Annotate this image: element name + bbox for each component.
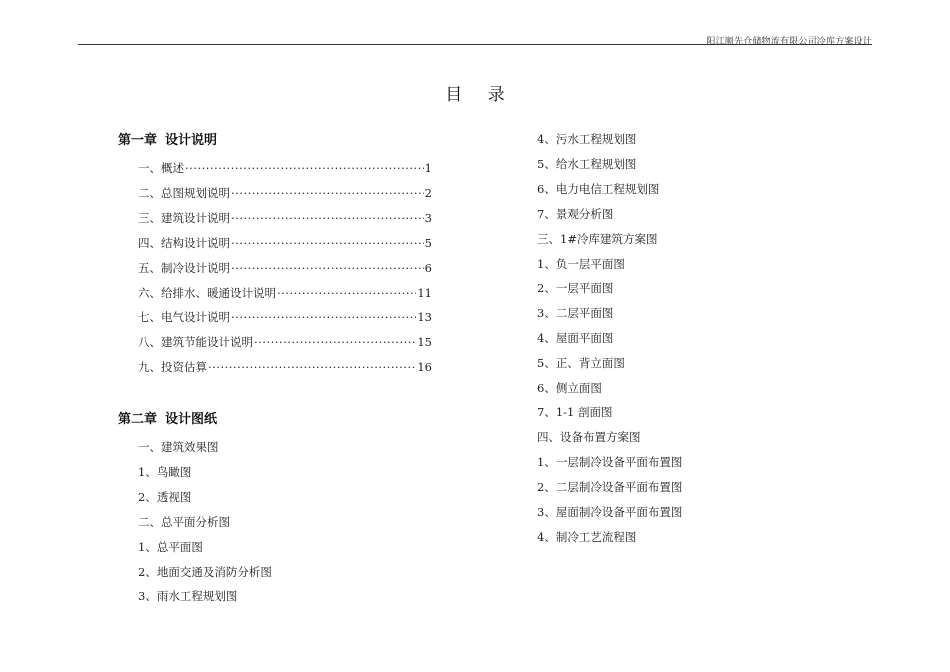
- toc-entry-label: 四、结构设计说明: [138, 236, 230, 250]
- chapter-1-title: 设计说明: [165, 133, 218, 148]
- chapter-2-title: 设计图纸: [165, 412, 218, 427]
- toc-entry-page: 3: [424, 211, 432, 225]
- toc-entry-page: 13: [417, 310, 432, 324]
- toc-leader-dots: [231, 236, 424, 250]
- toc-entry[interactable]: [138, 359, 432, 375]
- toc-entry-page: 5: [424, 236, 432, 250]
- toc-entry-label: 八、建筑节能设计说明: [138, 335, 253, 349]
- drawing-list-item[interactable]: 6、电力电信工程规划图: [537, 182, 660, 196]
- drawing-list-item[interactable]: 2、一层平面图: [537, 281, 614, 295]
- drawing-list-item[interactable]: 1、一层制冷设备平面布置图: [537, 455, 683, 469]
- toc-entry-label: 三、建筑设计说明: [138, 211, 230, 225]
- toc-entry-page: 1: [424, 161, 432, 175]
- toc-entry-label: 二、总图规划说明: [138, 186, 230, 200]
- drawing-list-item[interactable]: 2、地面交通及消防分析图: [138, 565, 272, 579]
- drawing-list-item[interactable]: 1、鸟瞰图: [138, 465, 192, 479]
- toc-entry-page: 2: [424, 186, 432, 200]
- toc-leader-dots: [231, 186, 424, 200]
- toc-leader-dots: [254, 335, 416, 349]
- toc-entry[interactable]: [138, 309, 432, 325]
- chapter-2-number: 第二章: [118, 412, 158, 427]
- toc-leader-dots: [231, 261, 424, 275]
- toc-leader-dots: [208, 360, 416, 374]
- drawing-list-item[interactable]: 5、正、背立面图: [537, 356, 625, 370]
- toc-entry[interactable]: [138, 285, 432, 301]
- toc-entry[interactable]: [138, 334, 432, 350]
- header-company-text: 阳江顺先仓储物流有限公司冷库方案设计: [706, 37, 872, 47]
- drawing-list-item[interactable]: 一、建筑效果图: [138, 440, 219, 454]
- toc-entry[interactable]: [138, 185, 432, 201]
- toc-entry[interactable]: [138, 235, 432, 251]
- drawing-list-item[interactable]: 3、二层平面图: [537, 306, 614, 320]
- toc-entry-page: 15: [417, 335, 432, 349]
- drawing-list-item[interactable]: 1、总平面图: [138, 540, 203, 554]
- document-title: 目 录: [445, 85, 515, 105]
- drawing-list-item[interactable]: 4、污水工程规划图: [537, 132, 637, 146]
- toc-entry[interactable]: [138, 160, 432, 176]
- chapter-1-number: 第一章: [118, 133, 158, 148]
- drawing-list-item[interactable]: 3、雨水工程规划图: [138, 589, 238, 603]
- toc-entry-label: 一、概述: [138, 161, 184, 175]
- drawing-list-item[interactable]: 1、负一层平面图: [537, 257, 625, 271]
- drawing-list-item[interactable]: 7、景观分析图: [537, 207, 614, 221]
- drawing-list-item[interactable]: 4、制冷工艺流程图: [537, 530, 637, 544]
- toc-entry-label: 七、电气设计说明: [138, 310, 230, 324]
- drawing-list-item[interactable]: 三、1#冷库建筑方案图: [537, 232, 658, 246]
- drawing-list-item[interactable]: 四、设备布置方案图: [537, 430, 641, 444]
- chapter-1-heading: [118, 129, 217, 148]
- drawing-list-item[interactable]: 4、屋面平面图: [537, 331, 614, 345]
- toc-entry[interactable]: [138, 260, 432, 276]
- drawing-list-item[interactable]: 6、侧立面图: [537, 381, 602, 395]
- toc-leader-dots: [185, 161, 424, 175]
- toc-entry-page: 16: [417, 360, 432, 374]
- drawing-list-item[interactable]: 7、1-1 剖面图: [537, 405, 613, 419]
- toc-entry-label: 九、投资估算: [138, 360, 207, 374]
- toc-leader-dots: [277, 286, 416, 300]
- chapter-2-heading: [118, 408, 217, 427]
- toc-entry-label: 六、给排水、暖通设计说明: [138, 286, 276, 300]
- toc-entry[interactable]: [138, 210, 432, 226]
- drawing-list-item[interactable]: 2、透视图: [138, 490, 192, 504]
- toc-leader-dots: [231, 310, 416, 324]
- toc-entry-page: 6: [424, 261, 432, 275]
- drawing-list-item[interactable]: 3、屋面制冷设备平面布置图: [537, 505, 683, 519]
- toc-entry-label: 五、制冷设计说明: [138, 261, 230, 275]
- toc-leader-dots: [231, 211, 424, 225]
- drawing-list-item[interactable]: 2、二层制冷设备平面布置图: [537, 480, 683, 494]
- drawing-list-item[interactable]: 二、总平面分析图: [138, 515, 230, 529]
- toc-entry-page: 11: [417, 286, 432, 300]
- header-rule: [78, 44, 872, 45]
- drawing-list-item[interactable]: 5、给水工程规划图: [537, 157, 637, 171]
